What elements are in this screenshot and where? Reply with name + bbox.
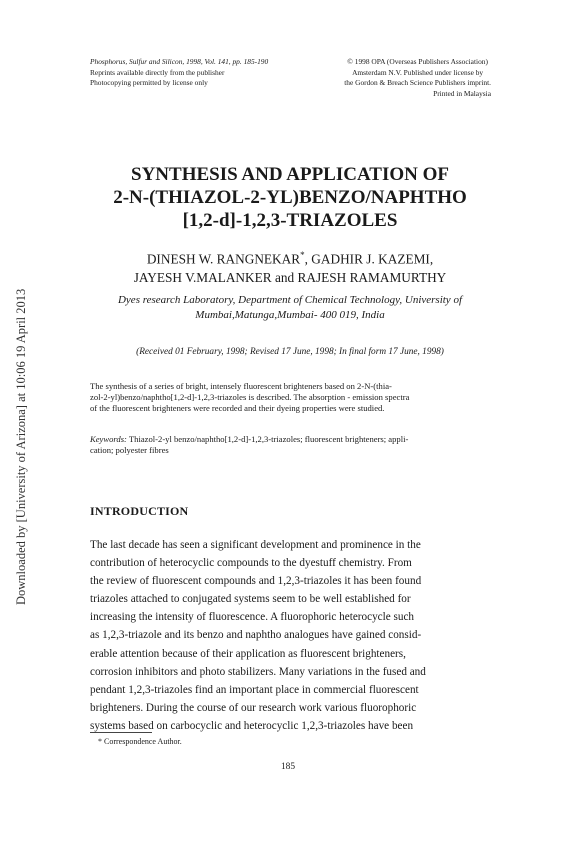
body-line: triazoles attached to conjugated systems seem to be well established for	[90, 593, 411, 606]
body-line: increasing the intensity of fluorescence. A fluorophoric heterocycle such	[90, 611, 415, 624]
affiliation-line: Dyes research Laboratory, Department of Chemical Technology, University of	[117, 294, 462, 306]
abstract	[90, 381, 490, 415]
introduction-body	[90, 536, 490, 735]
body-line: The last decade has seen a significant development and prominence in the	[90, 539, 421, 551]
body-line: systems based on carbocyclic and heterocyclic 1,2,3-triazoles have been	[90, 719, 414, 732]
abstract-line: zol-2-yl)benzo/naphtho[1,2-d]-1,2,3-triazoles is described. The absorption - emission spectra	[90, 392, 410, 403]
journal-citation	[90, 57, 268, 89]
affiliation	[80, 293, 500, 322]
body-line: erable attention because of their application as fluorescent brighteners,	[90, 647, 406, 660]
body-line: pendant 1,2,3-triazoles find an important place in commercial fluorescent	[90, 683, 419, 696]
copyright-line: Amsterdam N.V. Published under license by	[352, 67, 484, 77]
abstract-line: of the fluorescent brighteners were recorded and their dyeing properties were studied.	[90, 403, 385, 414]
title-line: [1,2-d]-1,2,3-TRIAZOLES	[182, 210, 398, 231]
title-line: SYNTHESIS AND APPLICATION OF	[131, 164, 449, 185]
keywords-text: Thiazol-2-yl benzo/naphtho[1,2-d]-1,2,3-triazoles; fluorescent brighteners; appli-	[126, 434, 409, 444]
abstract-line: The synthesis of a series of bright, intensely fluorescent brighteners based on 2-N-(thia-	[90, 381, 392, 391]
body-line: corrosion inhibitors and photo stabilizers. Many variations in the fused and	[90, 665, 426, 678]
body-line: contribution of heterocyclic compounds to the dyestuff chemistry. From	[90, 557, 412, 570]
body-line: as 1,2,3-triazole and its benzo and naphtho analogues have gained consid-	[90, 629, 422, 642]
copyright-line: the Gordon & Breach Science Publishers imprint.	[344, 78, 491, 87]
page-number: 185	[280, 762, 296, 772]
correspondence-mark: *	[300, 250, 305, 260]
body-line: the review of fluorescent compounds and 1,2,3-triazoles it has been found	[90, 575, 422, 588]
keywords-line: cation; polyester fibres	[90, 445, 169, 456]
footnote-divider	[90, 732, 152, 733]
copyright-line: Printed in Malaysia	[433, 88, 491, 98]
citation-line: Reprints available directly from the publisher	[90, 67, 225, 77]
author-list	[80, 246, 500, 287]
author-line: JAYESH V.MALANKER and RAJESH RAMAMURTHY	[133, 270, 447, 286]
footnote: * Correspondence Author.	[98, 737, 182, 746]
download-watermark: Downloaded by [University of Arizona] at 10:06 19 April 2013	[14, 288, 28, 605]
paper-title	[80, 163, 500, 232]
received-dates: (Received 01 February, 1998; Revised 17 June, 1998; In final form 17 June, 1998)	[136, 347, 444, 357]
body-line: brighteners. During the course of our research work various fluorophoric	[90, 701, 417, 714]
affiliation-line: Mumbai,Matunga,Mumbai- 400 019, India	[195, 308, 385, 321]
keywords-label: Keywords:	[90, 434, 127, 444]
author-name: DINESH W. RANGNEKAR	[146, 251, 301, 267]
citation-line: Photocopying permitted by license only	[90, 78, 208, 87]
keywords-line	[90, 434, 490, 445]
copyright-notice	[344, 57, 491, 99]
keywords	[90, 434, 490, 456]
author-line	[80, 246, 500, 268]
citation-line: Phosphorus, Sulfur and Silicon, 1998, Vol. 141, pp. 185-190	[90, 57, 269, 66]
section-heading: INTRODUCTION	[90, 504, 189, 518]
copyright-line: © 1998 OPA (Overseas Publishers Association)	[347, 57, 488, 66]
title-line: 2-N-(THIAZOL-2-YL)BENZO/NAPHTHO	[113, 187, 467, 208]
author-names: , GADHIR J. KAZEMI,	[304, 251, 434, 267]
